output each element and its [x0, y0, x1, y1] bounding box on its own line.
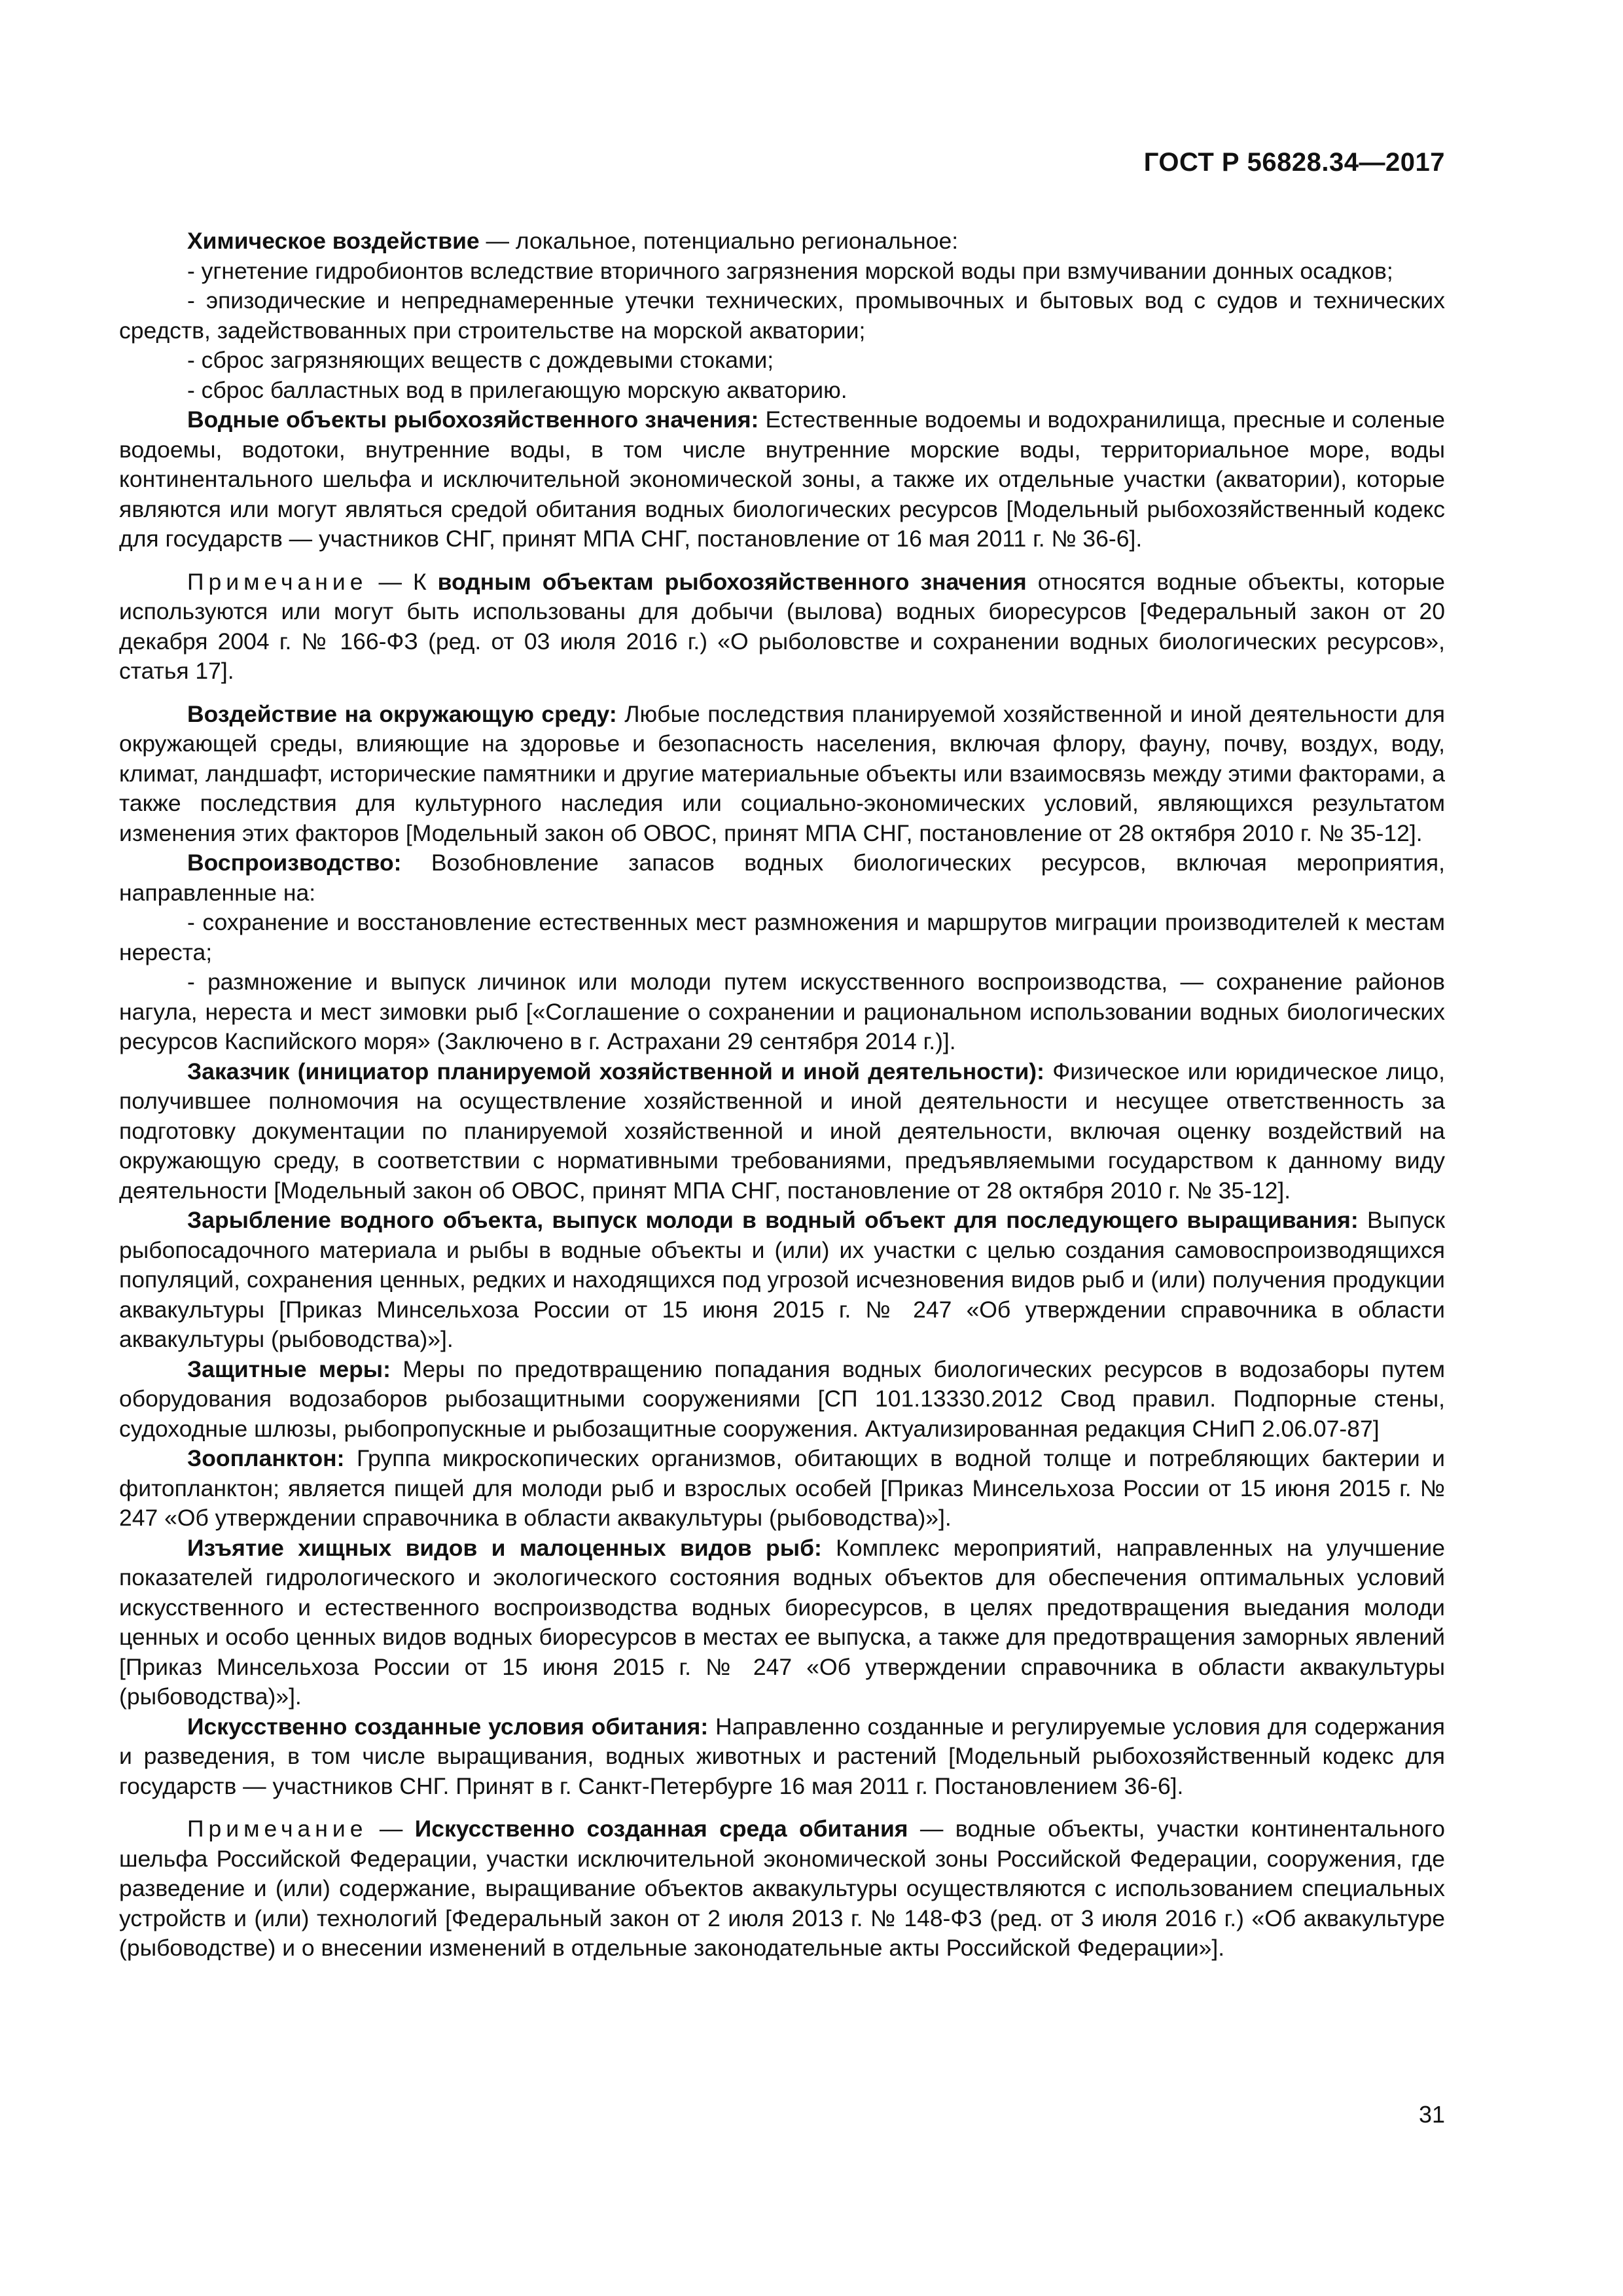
term-title: Заказчик (инициатор планируемой хозяйственной и иной деятельности):	[187, 1058, 1044, 1085]
note-dash: — К	[367, 568, 438, 595]
list-item: - угнетение гидробионтов вследствие вторичного загрязнения морской воды при взмучивании донных осадков;	[187, 257, 1393, 284]
list-item: - сброс балластных вод в прилегающую морскую акваторию.	[187, 376, 847, 403]
term-title: Искусственно созданные условия обитания:	[187, 1713, 709, 1740]
note-artificial-habitat	[119, 1814, 1445, 1964]
term-title: Химическое воздействие	[187, 228, 480, 254]
term-water-objects	[119, 405, 1445, 554]
list-item: - эпизодические и непреднамеренные утечки технических, промывочных и бытовых вод с судов и технических средств, задействованных при строительстве на морской акватории;	[119, 287, 1445, 344]
note-text: относятся водные объекты, которые используются или могут быть использованы для добычи (вылова) водных биоресурсов [Федеральный закон от 20 декабря 2004 г. № 166-ФЗ (ред. от 03 июля 2016 г.) «О рыболовстве и сохранении водных биологических ресурсов», статья 17].	[119, 568, 1445, 684]
term-artificial-habitat	[119, 1712, 1445, 1802]
term-zooplankton	[119, 1444, 1445, 1534]
term-title: Водные объекты рыбохозяйственного значения:	[187, 406, 759, 433]
term-chemical-impact	[119, 226, 1445, 257]
term-definition: Возобновление запасов водных биологических ресурсов, включая мероприятия, направленные на:	[119, 850, 1445, 906]
note-water-objects	[119, 567, 1445, 687]
term-title: Воздействие на окружающую среду:	[187, 700, 617, 727]
document-body	[119, 226, 1445, 1964]
note-term: водным объектам рыбохозяйственного значения	[437, 568, 1027, 595]
term-title: Изъятие хищных видов и малоценных видов рыб:	[187, 1534, 822, 1561]
term-predator-removal	[119, 1534, 1445, 1712]
term-definition: Физическое или юридическое лицо, получившее полномочия на осуществление хозяйственной и иной деятельности и несущее ответственность за подготовку документации по планируемой хозяйственной и иной деятельности, включая оценку воздействий на окружающую среду, в соответствии с нормативными требованиями, предъявляемыми государством к данному виду деятельности [Модельный закон об ОВОС, принят МПА СНГ, постановление от 28 октября 2010 г. № 35-12].	[119, 1058, 1446, 1204]
note-label: Примечание	[187, 568, 368, 595]
term-environmental-impact	[119, 700, 1445, 849]
list-item: - размножение и выпуск личинок или молоди путем искусственного воспроизводства, — сохранение районов нагула, нереста и мест зимовки рыб [«Соглашение о сохранении и рациональном использовании водных биологических ресурсов Каспийского моря» (Заключено в г. Астрахани 29 сентября 2014 г.)].	[119, 969, 1445, 1054]
term-title: Защитные меры:	[187, 1355, 391, 1382]
note-text: — водные объекты, участки континентального шельфа Российской Федерации, участки исключительной экономической зоны Российской Федерации, сооружения, где разведение и (или) содержание, выращивание объектов аквакультуры осуществляются с использованием специальных устройств и (или) технологий [Федеральный закон от 2 июля 2013 г. № 148-ФЗ (ред. от 3 июля 2016 г.) «Об аквакультуре (рыбоводстве) и о внесении изменений в отдельные законодательные акты Российской Федерации»].	[119, 1816, 1445, 1961]
term-protective-measures	[119, 1355, 1445, 1444]
term-definition: Комплекс мероприятий, направленных на улучшение показателей гидрологического и экологического состояния водных объектов для обеспечения оптимальных условий искусственного и естественного воспроизводства водных биоресурсов, в целях предотвращения выедания молоди ценных и особо ценных видов водных биоресурсов в местах ее выпуска, а также для предотвращения заморных явлений [Приказ Минсельхоза России от 15 июня 2015 г. № 247 «Об утверждении справочника в области аквакультуры (рыбоводства)»].	[119, 1534, 1445, 1710]
note-label: Примечание	[187, 1816, 368, 1842]
term-definition: Естественные водоемы и водохранилища, пресные и соленые водоемы, водотоки, внутренние воды, в том числе внутренние морские воды, территориальное море, воды континентального шельфа и исключительной экономической зоны, а также их отдельные участки (акватории), которые являются или могут являться средой обитания водных биологических ресурсов [Модельный рыбохозяйственный кодекс для государств — участников СНГ, принят МПА СНГ, постановление от 16 мая 2011 г. № 36-6].	[119, 406, 1445, 552]
term-definition: Выпуск рыбопосадочного материала и рыбы в водные объекты и (или) их участки с целью создания самовоспроизводящихся популяций, сохранения ценных, редких и находящихся под угрозой исчезновения видов рыб и (или) получения продукции аквакультуры [Приказ Минсельхоза России от 15 июня 2015 г. № 247 «Об утверждении справочника в области аквакультуры (рыбоводства)»].	[119, 1207, 1445, 1352]
note-dash: —	[367, 1816, 415, 1842]
term-definition: Группа микроскопических организмов, обитающих в водной толще и потребляющих бактерии и фитопланктон; является пищей для молоди рыб и взрослых особей [Приказ Минсельхоза России от 15 июня 2015 г. № 247 «Об утверждении справочника в области аквакультуры (рыбоводства)»].	[119, 1445, 1445, 1531]
term-reproduction	[119, 848, 1445, 908]
term-title: Зарыбление водного объекта, выпуск молоди в водный объект для последующего выращивания:	[187, 1207, 1359, 1233]
term-stocking	[119, 1206, 1445, 1355]
term-title: Зоопланктон:	[187, 1445, 345, 1471]
term-definition: Направленно созданные и регулируемые условия для содержания и разведения, в том числе выращивания, водных животных и растений [Модельный рыбохозяйственный кодекс для государств — участников СНГ. Принят в г. Санкт-Петербурге 16 мая 2011 г. Постановлением 36-6].	[119, 1713, 1445, 1799]
note-term: Искусственно созданная среда обитания	[414, 1816, 908, 1842]
term-definition: — локальное, потенциально региональное:	[479, 228, 959, 254]
list-item: - сброс загрязняющих веществ с дождевыми стоками;	[187, 347, 774, 373]
list-item: - сохранение и восстановление естественных мест размножения и маршрутов миграции производителей к местам нереста;	[119, 909, 1445, 965]
document-code: ГОСТ Р 56828.34—2017	[1143, 148, 1445, 177]
term-customer	[119, 1057, 1445, 1206]
term-title: Воспроизводство:	[187, 850, 402, 876]
page-number: 31	[1418, 2101, 1445, 2128]
term-definition: Любые последствия планируемой хозяйственной и иной деятельности для окружающей среды, влияющие на здоровье и безопасность населения, включая флору, фауну, почву, воздух, воду, климат, ландшафт, исторические памятники и другие материальные объекты или взаимосвязь между этими факторами, а также последствия для культурного наследия или социально-экономических условий, являющихся результатом изменения этих факторов [Модельный закон об ОВОС, принят МПА СНГ, постановление от 28 октября 2010 г. № 35-12].	[119, 700, 1446, 846]
term-definition: Меры по предотвращению попадания водных биологических ресурсов в водозаборы путем оборудования водозаборов рыбозащитными сооружениями [СП 101.13330.2012 Свод правил. Подпорные стены, судоходные шлюзы, рыбопропускные и рыбозащитные сооружения. Актуализированная редакция СНиП 2.06.07-87]	[119, 1355, 1445, 1442]
